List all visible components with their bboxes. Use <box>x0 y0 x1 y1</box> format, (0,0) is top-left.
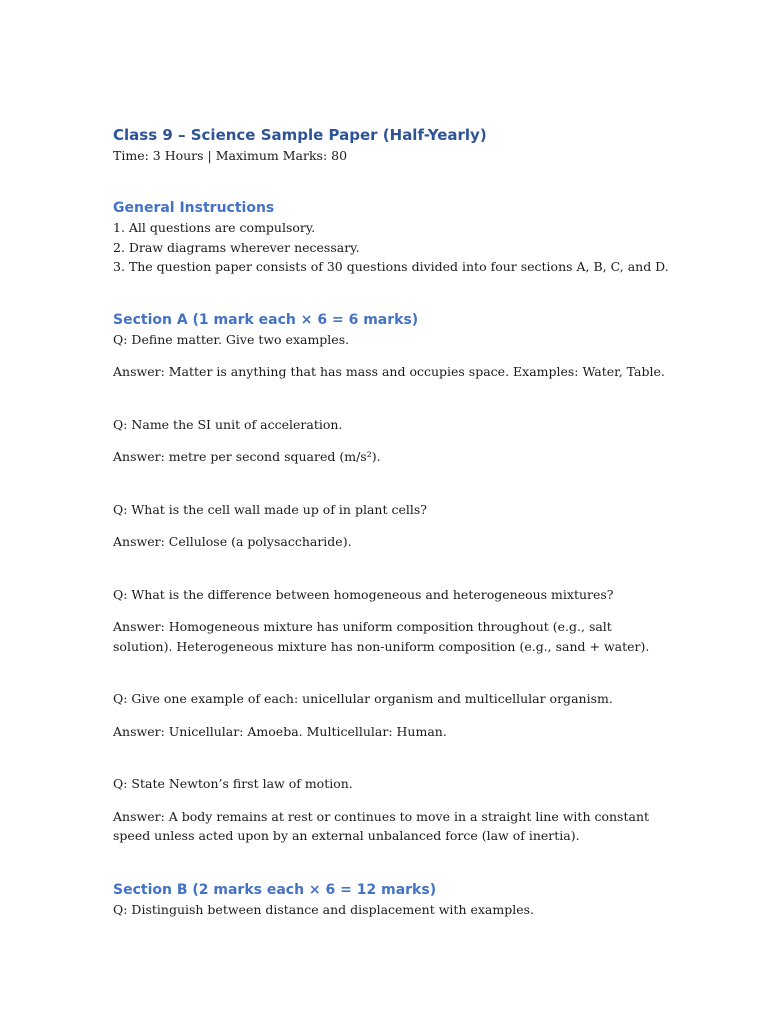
paper-meta: Time: 3 Hours | Maximum Marks: 80 <box>113 148 348 163</box>
question-text: Q: State Newton’s first law of motion. <box>113 776 353 791</box>
document-body <box>113 124 673 919</box>
section-a-heading: Section A (1 mark each × 6 = 6 marks) <box>113 311 419 328</box>
answer-text: Answer: Unicellular: Amoeba. Multicellular: Human. <box>113 723 447 739</box>
instructions-heading: General Instructions <box>113 200 275 216</box>
answer-text: Answer: Homogeneous mixture has uniform composition throughout (e.g., salt solution). Heterogeneous mixture has non-uniform composition (e.g., sand + water). <box>113 619 650 654</box>
answer-text: Answer: A body remains at rest or continues to move in a straight line with constant speed unless acted upon by an external unbalanced force (law of inertia). <box>113 808 650 843</box>
question-text: Q: Distinguish between distance and displacement with examples. <box>113 901 535 917</box>
answer-text: Answer: Cellulose (a polysaccharide). <box>113 534 352 549</box>
instructions-list <box>113 218 673 277</box>
section-b-heading: Section B (2 marks each × 6 = 12 marks) <box>113 881 437 898</box>
question-text: Q: What is the difference between homogeneous and heterogeneous mixtures? <box>113 586 614 602</box>
paper-title: Class 9 – Science Sample Paper (Half-Yearly) <box>113 126 487 144</box>
question-text: Q: What is the cell wall made up of in plant cells? <box>113 501 427 517</box>
instruction-item: 1. All questions are compulsory. <box>113 220 316 235</box>
question-text: Q: Name the SI unit of acceleration. <box>113 416 343 432</box>
instruction-item: 2. Draw diagrams wherever necessary. <box>113 239 360 255</box>
question-text: Q: Define matter. Give two examples. <box>113 331 350 347</box>
answer-text: Answer: Matter is anything that has mass and occupies space. Examples: Water, Table. <box>113 364 665 379</box>
question-text: Q: Give one example of each: unicellular organism and multicellular organism. <box>113 691 613 706</box>
answer-text: Answer: metre per second squared (m/s²). <box>113 449 381 464</box>
instruction-item: 3. The question paper consists of 30 questions divided into four sections A, B, C, and D. <box>113 259 669 274</box>
